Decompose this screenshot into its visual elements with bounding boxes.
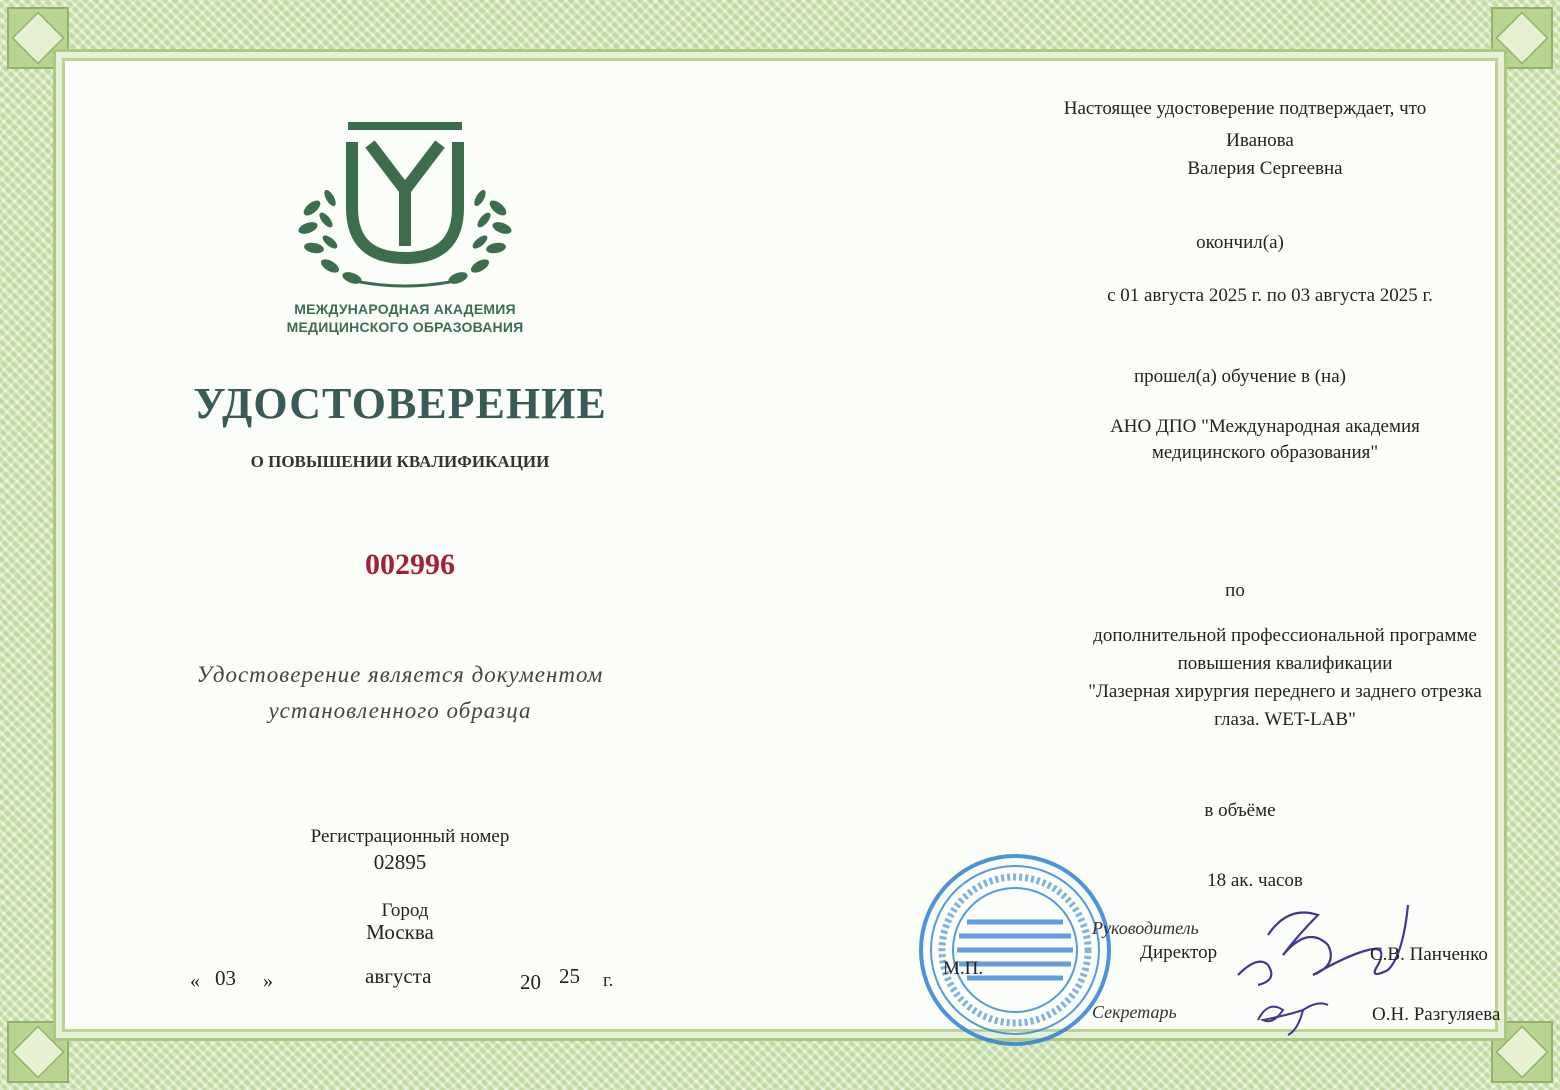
recipient-name: Валерия Сергеевна xyxy=(1187,158,1343,179)
official-stamp-icon xyxy=(915,850,1115,1050)
secretary-name: О.Н. Разгуляева xyxy=(1372,1004,1501,1025)
director-label: Директор xyxy=(1140,942,1218,963)
certificate-note xyxy=(120,657,680,729)
by-label: по xyxy=(1225,580,1245,601)
registration-label: Регистрационный номер xyxy=(310,826,510,847)
organization-line: медицинского образования" xyxy=(1151,442,1379,463)
academy-name-line: МЕЖДУНАРОДНАЯ АКАДЕМИЯ xyxy=(294,301,516,317)
secretary-signature-icon xyxy=(1248,990,1338,1040)
secretary-label: Секретарь xyxy=(1092,1002,1177,1022)
recipient-surname: Иванова xyxy=(1226,130,1294,151)
director-name: С.В. Панченко xyxy=(1370,944,1488,965)
organization-name xyxy=(1060,414,1470,466)
certificate-subtitle: О ПОВЫШЕНИИ КВАЛИФИКАЦИИ xyxy=(250,452,550,471)
program-line: глаза. WET-LAB" xyxy=(1214,709,1356,730)
date-month: августа xyxy=(365,964,432,988)
note-line: Удостоверение является документом xyxy=(196,662,604,687)
academy-name-line: МЕДИЦИНСКОГО ОБРАЗОВАНИЯ xyxy=(286,319,524,335)
date-quote-open: « xyxy=(190,970,200,992)
academy-logo-icon xyxy=(290,118,520,298)
registration-number: 02895 xyxy=(373,850,427,874)
date-day: 03 xyxy=(215,966,236,990)
city-value: Москва xyxy=(366,920,434,944)
intro-text: Настоящее удостоверение подтверждает, что xyxy=(1063,98,1427,119)
academy-name xyxy=(240,300,570,336)
volume-label: в объёме xyxy=(1204,800,1276,821)
date-quote-close: » xyxy=(263,970,273,992)
date-year-suffix: 25 xyxy=(559,964,580,988)
stamp-mark: М.П. xyxy=(943,958,984,979)
hours-value: 18 ак. часов xyxy=(1207,870,1303,891)
program-line: "Лазерная хирургия переднего и заднего отрезка xyxy=(1088,681,1482,702)
program-line: дополнительной профессиональной программе xyxy=(1093,625,1477,646)
completed-label: окончил(а) xyxy=(1196,232,1284,253)
certificate-title: УДОСТОВЕРЕНИЕ xyxy=(193,379,607,428)
serial-number: 002996 xyxy=(365,548,455,581)
date-year-label: г. xyxy=(603,970,614,991)
program-line: повышения квалификации xyxy=(1177,653,1393,674)
program-name xyxy=(1040,622,1530,734)
training-period: с 01 августа 2025 г. по 03 августа 2025 г. xyxy=(1107,285,1433,306)
city-label: Город xyxy=(381,900,429,921)
organization-line: АНО ДПО "Международная академия xyxy=(1110,416,1420,437)
note-line: установленного образца xyxy=(268,698,532,723)
date-year-prefix: 20 xyxy=(520,970,541,994)
head-label: Руководитель xyxy=(1092,918,1199,938)
trained-in-label: прошел(а) обучение в (на) xyxy=(1134,366,1346,387)
